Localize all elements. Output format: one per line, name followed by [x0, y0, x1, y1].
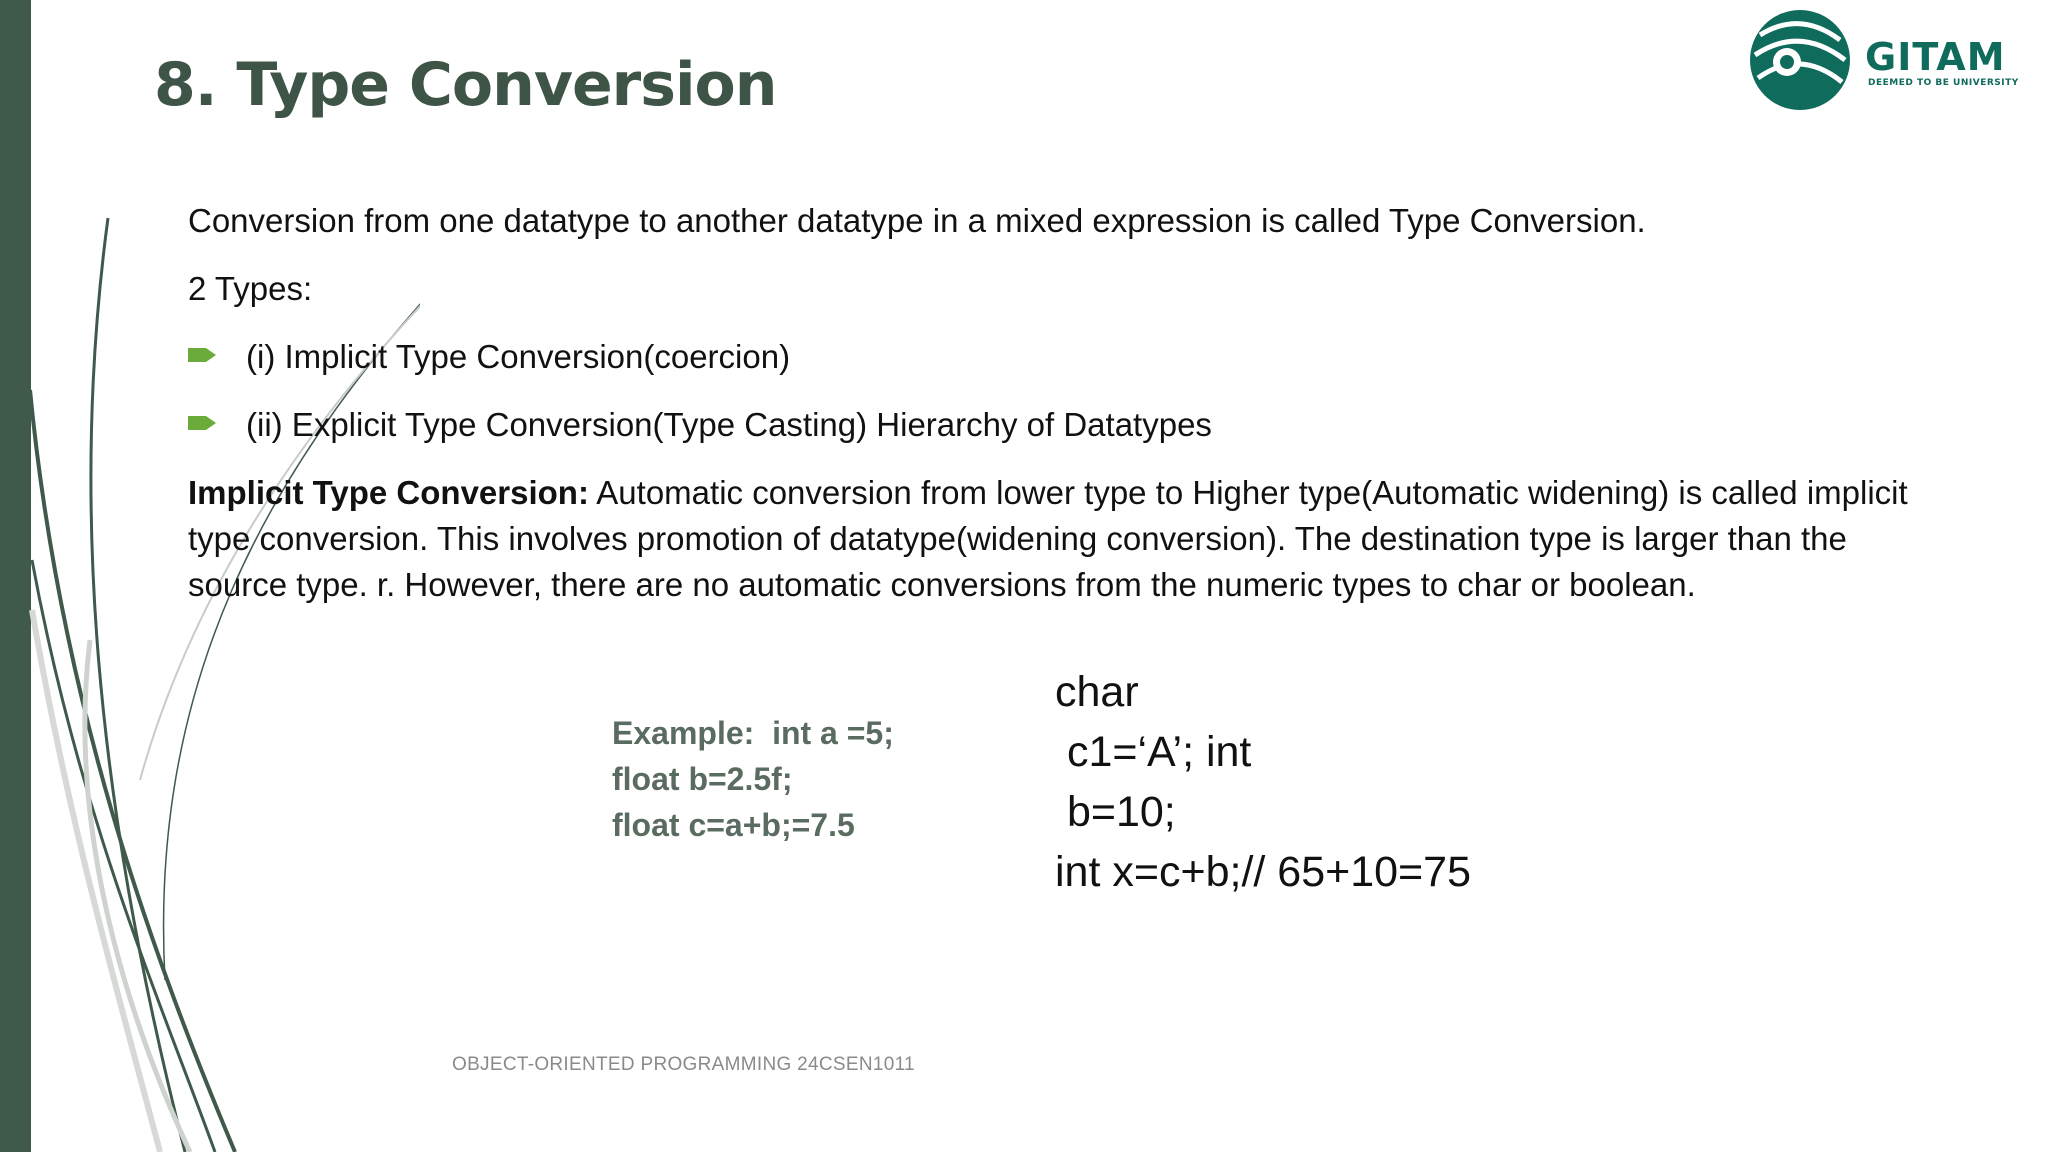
- code-line: b=10;: [1055, 788, 1176, 836]
- bullet-item: [188, 402, 1928, 448]
- code-line: c1=‘A’; int: [1055, 728, 1252, 776]
- implicit-text: Automatic conversion from lower type to Higher type(Automatic widening) is called implicit type conversion. This involves promotion of datatype(widening conversion). The destination type is larger than the source type. r. However, there are no automatic conversions from the numeric types to char or boolean.: [188, 474, 1908, 603]
- bullet-text: (i) Implicit Type Conversion(coercion): [246, 338, 791, 375]
- bullet-item: [188, 334, 1928, 380]
- example-line: float b=2.5f;: [612, 761, 793, 797]
- page-title: 8. Type Conversion: [154, 50, 777, 120]
- arrow-bullet-icon: [188, 346, 216, 364]
- code-line: char: [1055, 668, 1139, 716]
- implicit-label: Implicit Type Conversion:: [188, 474, 589, 511]
- logo-subtitle: DEEMED TO BE UNIVERSITY: [1868, 78, 2019, 88]
- logo-name: GITAM: [1865, 35, 2006, 79]
- definition-text: Conversion from one datatype to another datatype in a mixed expression is called Type Conversion.: [188, 202, 1646, 239]
- slide-body: [188, 198, 1928, 608]
- footer-course-label: OBJECT-ORIENTED PROGRAMMING 24CSEN1011: [452, 1054, 915, 1075]
- example-line: float c=a+b;=7.5: [612, 807, 855, 843]
- code-line: int x=c+b;// 65+10=75: [1055, 848, 1471, 896]
- example-line: Example: int a =5;: [612, 715, 894, 751]
- implicit-paragraph: [188, 470, 1928, 608]
- example-block: [612, 710, 894, 848]
- code-block: [1055, 662, 1471, 902]
- types-heading: 2 Types:: [188, 270, 313, 307]
- bullet-text: (ii) Explicit Type Conversion(Type Casting) Hierarchy of Datatypes: [246, 406, 1212, 443]
- arrow-bullet-icon: [188, 414, 216, 432]
